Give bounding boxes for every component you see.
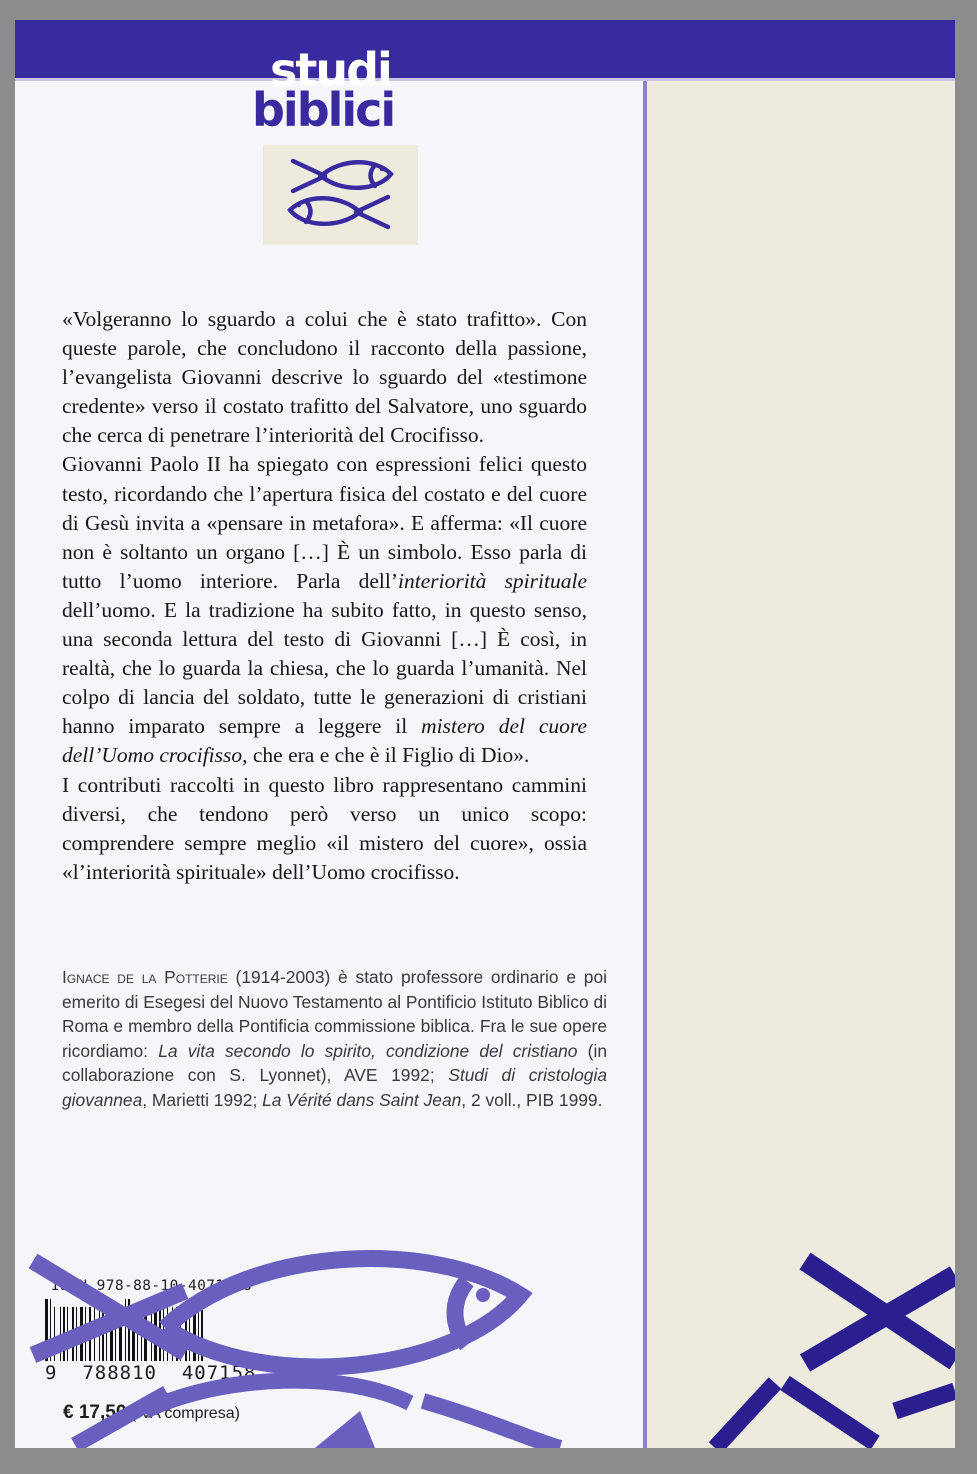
barcode-bar [63,1307,65,1361]
isbn-barcode-block [45,1278,294,1424]
barcode-bar [193,1307,196,1361]
barcode-bar [128,1299,130,1361]
logo-word-biblici: biblici [252,83,395,137]
barcode-bar [76,1307,77,1361]
barcode-bar [125,1299,126,1361]
band-underline [15,78,955,81]
barcode-bar [119,1307,122,1361]
barcode-bar [85,1307,86,1361]
barcode-bar [54,1307,55,1361]
barcode-bar [115,1307,116,1361]
barcode-bar [201,1299,203,1361]
barcode-bar [163,1307,164,1361]
blurb-paragraph: «Volgeranno lo sguardo a colui che è stato trafitto». Con queste parole, che concludono il racconto della passione, l’evangelista Giovanni descrive lo sguardo del «testimone credente» verso il costato trafitto del Salvatore, uno sguardo che cerca di penetrare l’interiorità del Crocifisso. [62,307,587,448]
barcode-bar [80,1307,83,1361]
author-bio [62,965,607,1113]
author-name: Ignace de la Potterie [62,967,228,987]
barcode-bar [154,1307,157,1361]
barcode-bar [172,1307,173,1361]
barcode-bar [180,1307,181,1361]
barcode-image [45,1299,261,1361]
barcode-bar [185,1307,187,1361]
barcode-bar [99,1307,100,1361]
barcode-bar [60,1307,61,1361]
spine-fold-line [643,78,647,1448]
barcode-bar [110,1307,113,1361]
barcode-bar [189,1307,190,1361]
series-logo [248,25,438,265]
barcode-space [204,1299,207,1361]
barcode-bar [102,1307,104,1361]
price-amount: € 17,50 [63,1402,127,1423]
barcode-bar [167,1307,168,1361]
author-bio-text: (1914-2003) è stato professore ordinario e poi emerito di Esegesi del Nuovo Testamento al Pontificio Istituto Biblico di Roma e membro della Pontificia commissione biblica. Fra le sue opere ricordiamo: La vita secondo lo spirito, condizione del cristiano (in collaborazione con S. Lyonnet), AVE 1992; Studi di cristologia giovannea, Marietti 1992; La Vérité dans Saint Jean, 2 voll., PIB 1999. [62,967,607,1110]
barcode-bar [176,1307,178,1361]
price-line [63,1402,275,1424]
top-purple-band [15,20,955,78]
barcode-bar [89,1307,91,1361]
barcode-bar [50,1299,51,1361]
price-vat-note: (IVA compresa) [130,1405,240,1422]
barcode-bar [159,1307,161,1361]
blurb-paragraph: Giovanni Paolo II ha spiegato con espressioni felici questo testo, ricordando che l’apertura fisica del costato e del cuore di Gesù invita a «pensare in metafora». E afferma: «Il cuore non è soltanto un organo […] È un simbolo. Esso parla di tutto l’uomo interiore. Parla dell’interiorità spirituale dell’uomo. E la tradizione ha subito fatto, in questo senso, una seconda lettura del testo di Giovanni […] È così, in realtà, che lo guarda la chiesa, che lo guarda l’umanità. Nel colpo di lancia del soldato, tutte le generazioni di cristiani hanno imparato sempre a leggere il mistero del cuore dell’Uomo crocifisso, che era e che è il Figlio di Dio». [62,452,588,768]
blurb-text [62,305,587,887]
barcode-bar [132,1307,135,1361]
barcode-bar [45,1299,48,1361]
barcode-bar [198,1307,199,1361]
logo-word-studi: studi [270,43,391,97]
barcode-bar [94,1307,95,1361]
two-fish-svg [263,145,418,245]
book-panels [15,20,955,1448]
barcode-bar [137,1307,138,1361]
barcode-bar [144,1307,146,1361]
barcode-bar [67,1307,68,1361]
blurb-paragraph: I contributi raccolti in questo libro rappresentano cammini diversi, che tendono però verso un unico scopo: comprendere sempre meglio «il mistero del cuore», ossia «l’interiorità spirituale» dell’Uomo crocifisso. [62,772,587,884]
barcode-bar [72,1307,74,1361]
barcode-bar [106,1307,107,1361]
barcode-digits: 9 788810 407158 > [45,1362,294,1384]
barcode-bar [151,1307,152,1361]
barcode-bar [141,1307,142,1361]
two-fish-icon [263,145,418,245]
spine-panel [647,20,955,1448]
isbn-number: ISBN 978-88-10-40715-8 [51,1278,252,1294]
